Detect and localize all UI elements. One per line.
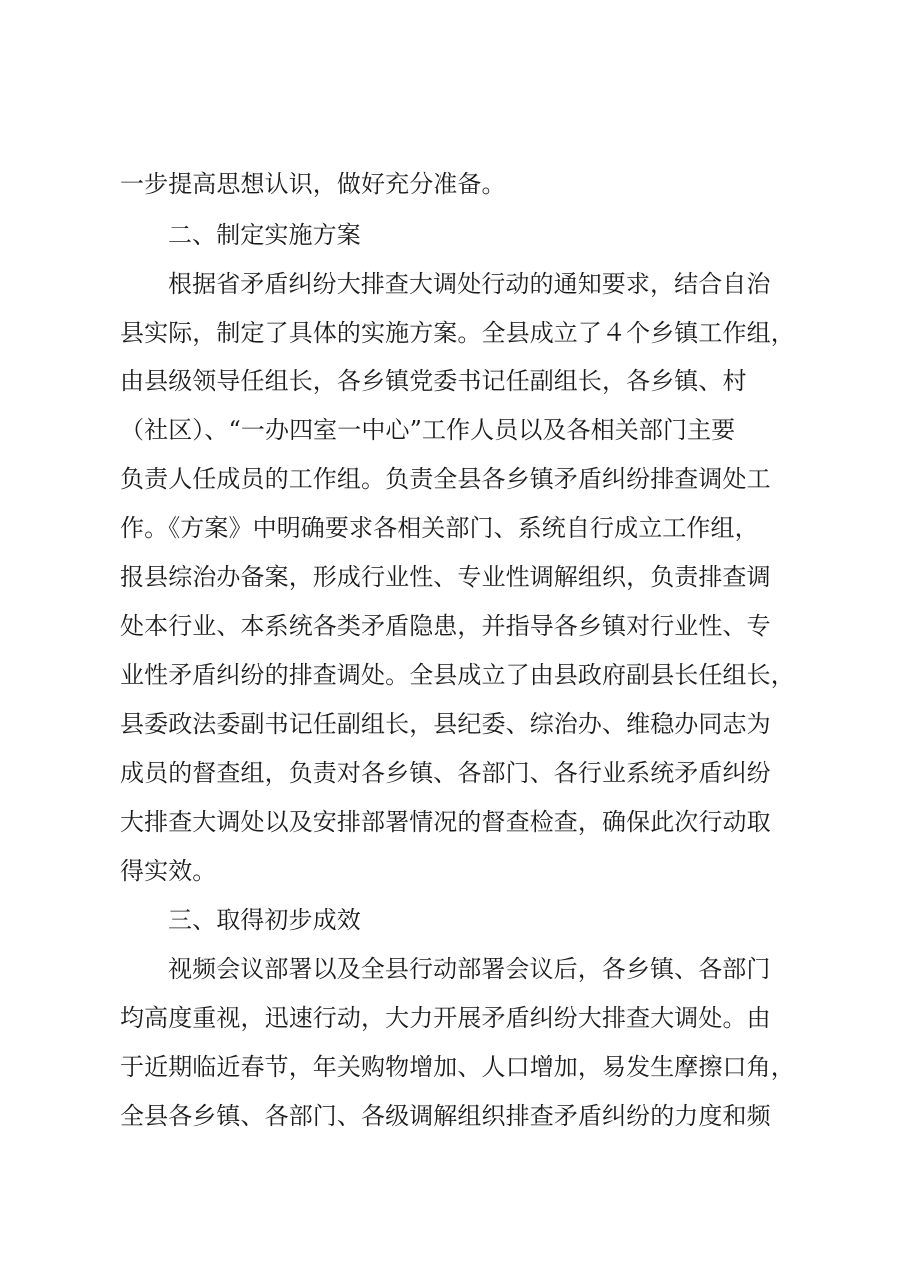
- paragraph-line: 由县级领导任组长，各乡镇党委书记任副组长，各乡镇、村: [120, 367, 747, 395]
- paragraph-line: 大排查大调处以及安排部署情况的督查检查，确保此次行动取: [120, 808, 771, 836]
- section-heading-2: 二、制定实施方案: [168, 221, 361, 249]
- paragraph-line: 成员的督查组，负责对各乡镇、各部门、各行业系统矛盾纠纷: [120, 759, 771, 787]
- paragraph-line: 全县各乡镇、各部门、各级调解组织排查矛盾纠纷的力度和频: [120, 1102, 771, 1130]
- paragraph-line: 根据省矛盾纠纷大排查大调处行动的通知要求，结合自治: [168, 270, 771, 298]
- paragraph-line: 于近期临近春节，年关购物增加、人口增加，易发生摩擦口角，: [120, 1053, 795, 1081]
- paragraph-line: 负责人任成员的工作组。负责全县各乡镇矛盾纠纷排查调处工: [120, 465, 771, 493]
- paragraph-line: 报县综治办备案，形成行业性、专业性调解组织，负责排查调: [120, 563, 771, 591]
- paragraph-line: 县实际，制定了具体的实施方案。全县成立了４个乡镇工作组，: [120, 319, 795, 347]
- paragraph-line: （社区）、“一办四室一中心”工作人员以及各相关部门主要: [120, 416, 736, 444]
- paragraph-line: 业性矛盾纠纷的排查调处。全县成立了由县政府副县长任组长，: [120, 661, 795, 689]
- paragraph-line: 作。《方案》中明确要求各相关部门、系统自行成立工作组，: [120, 514, 759, 542]
- paragraph-line: 县委政法委副书记任副组长，县纪委、综治办、维稳办同志为: [120, 710, 771, 738]
- paragraph-line: 得实效。: [120, 857, 217, 885]
- section-heading-3: 三、取得初步成效: [168, 906, 361, 934]
- paragraph-line: 一步提高思想认识，做好充分准备。: [120, 170, 506, 198]
- paragraph-line: 均高度重视，迅速行动，大力开展矛盾纠纷大排查大调处。由: [120, 1004, 771, 1032]
- paragraph-line: 处本行业、本系统各类矛盾隐患，并指导各乡镇对行业性、专: [120, 612, 771, 640]
- paragraph-line: 视频会议部署以及全县行动部署会议后，各乡镇、各部门: [168, 955, 771, 983]
